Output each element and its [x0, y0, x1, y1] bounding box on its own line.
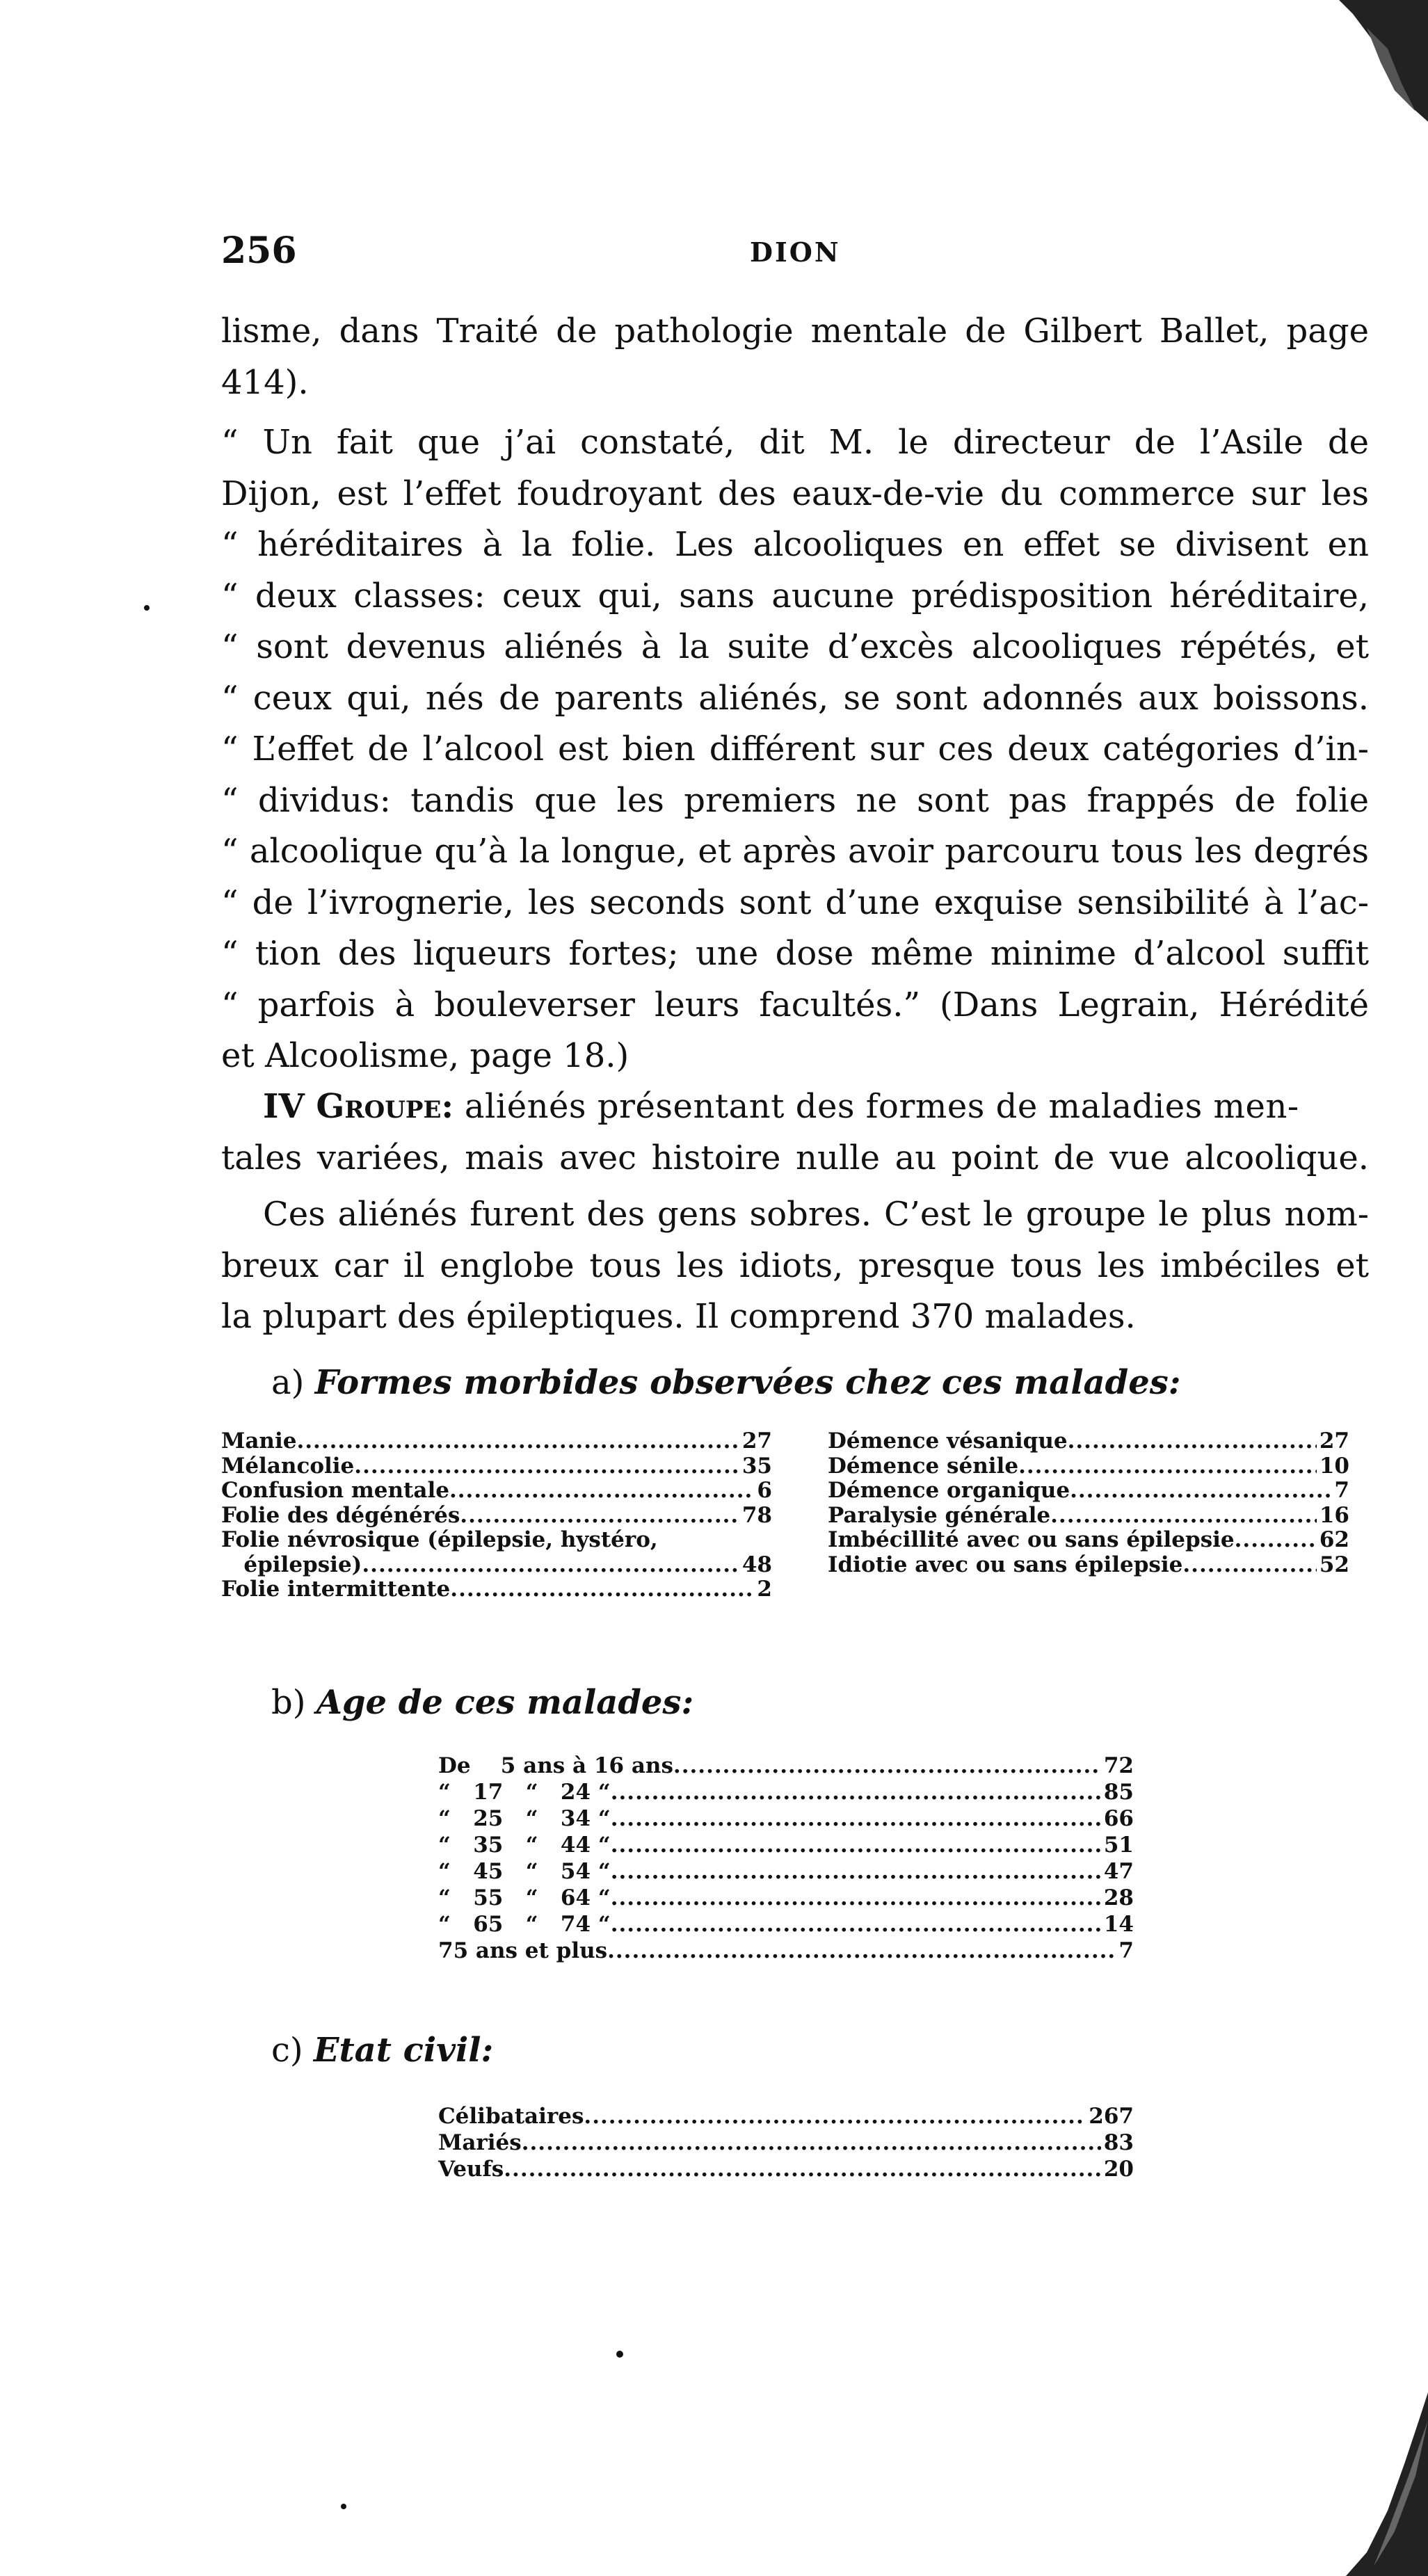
list-item: [221, 1479, 772, 1504]
text-line: la plupart des épileptiques. Il comprend 370 malades.: [221, 1297, 1136, 1336]
group-paragraph: [221, 1081, 1369, 1184]
text-line: “ parfois à bouleverser leurs facultés.” (Dans Legrain, Hérédité: [221, 985, 1369, 1024]
group-label: IV Groupe:: [263, 1087, 454, 1126]
leader-dots: [611, 1779, 1101, 1805]
item-value: 10: [1319, 1453, 1349, 1479]
text-line: Ces aliénés furent des gens sobres. C’est le groupe le plus nom-: [263, 1195, 1369, 1234]
list-item: [828, 1528, 1349, 1553]
item-name: Démence organique: [828, 1478, 1070, 1503]
item-value: 85: [1103, 1780, 1134, 1805]
item-name: “ 35 “ 44 “: [438, 1833, 611, 1858]
text-line: “ Un fait que j’ai constaté, dit M. le directeur de l’Asile de: [221, 423, 1369, 462]
item-value: 28: [1103, 1885, 1134, 1910]
age-list: [438, 1753, 1134, 1964]
item-value: 267: [1089, 2104, 1134, 2129]
leader-dots: [449, 1479, 754, 1504]
list-item: [438, 2103, 1134, 2130]
leader-dots: [611, 1805, 1101, 1832]
item-name: Folie intermittente: [221, 1577, 451, 1602]
scan-edge-artifact: [1346, 2392, 1428, 2576]
forms-list-right: [828, 1429, 1349, 1577]
leader-dots: [460, 1504, 739, 1529]
leader-dots: [611, 1858, 1101, 1885]
description-paragraph: [221, 1189, 1369, 1343]
item-name: Célibataires: [438, 2104, 584, 2129]
item-value: 51: [1103, 1833, 1134, 1858]
section-title: Etat civil:: [313, 2031, 494, 2070]
text-line: “ ceux qui, nés de parents aliénés, se sont adonnés aux boissons.: [221, 678, 1369, 718]
list-item: [438, 1779, 1134, 1805]
text-line: “ héréditaires à la folie. Les alcooliques en effet se divisent en: [221, 525, 1369, 564]
item-name: Mariés: [438, 2130, 522, 2155]
item-name: Confusion mentale: [221, 1478, 449, 1503]
leader-dots: [1018, 1454, 1317, 1479]
item-name: De 5 ans à 16 ans: [438, 1753, 673, 1778]
leader-dots: [522, 2130, 1101, 2156]
scan-speck: [144, 605, 150, 611]
list-item: [221, 1577, 772, 1602]
item-value: 7: [1334, 1478, 1349, 1503]
item-value: 52: [1319, 1552, 1349, 1577]
text-line: [221, 1081, 1369, 1133]
text-line: “ deux classes: ceux qui, sans aucune prédisposition héréditaire,: [221, 576, 1369, 615]
text-line: “ L’effet de l’alcool est bien différent sur ces deux catégories d’in-: [221, 730, 1369, 768]
list-item: [438, 1885, 1134, 1911]
item-value: 66: [1103, 1806, 1134, 1831]
scan-speck: [616, 2351, 623, 2358]
item-name: Démence sénile: [828, 1453, 1019, 1479]
list-item: [438, 1805, 1134, 1832]
leader-dots: [1235, 1528, 1317, 1553]
list-item: [828, 1429, 1349, 1454]
item-name: Imbécillité avec ou sans épilepsie: [828, 1527, 1235, 1552]
list-item: [438, 1753, 1134, 1779]
item-name: “ 45 “ 54 “: [438, 1859, 611, 1884]
item-value: 83: [1103, 2130, 1134, 2155]
section-b-heading: [271, 1683, 693, 1722]
text-line: breux car il englobe tous les idiots, presque tous les imbéciles et: [221, 1246, 1369, 1285]
section-c-heading: [271, 2031, 493, 2070]
item-value: 27: [741, 1428, 772, 1454]
list-item: [438, 1938, 1134, 1964]
section-a-heading: [271, 1363, 1181, 1402]
section-prefix: a): [271, 1363, 305, 1402]
section-prefix: b): [271, 1683, 306, 1722]
leader-dots: [354, 1454, 739, 1479]
list-item: [828, 1479, 1349, 1504]
item-name: “ 17 “ 24 “: [438, 1780, 611, 1805]
leader-dots: [504, 2156, 1101, 2182]
paragraph-continuation: [221, 306, 1369, 408]
list-item: [828, 1504, 1349, 1529]
text-line: “ sont devenus aliénés à la suite d’excès alcooliques répétés, et: [221, 627, 1369, 666]
forms-list-left: [221, 1429, 772, 1602]
text-line: 414).: [221, 362, 309, 402]
text-line-rest: aliénés présentant des formes de maladies men-: [454, 1087, 1299, 1126]
list-item: [221, 1454, 772, 1479]
scan-speck: [341, 2504, 346, 2509]
running-head: DION: [750, 236, 841, 268]
item-value: 14: [1103, 1912, 1134, 1937]
text-line: et Alcoolisme, page 18.): [221, 1036, 629, 1075]
item-name: Idiotie avec ou sans épilepsie: [828, 1552, 1183, 1577]
list-item: [438, 2130, 1134, 2156]
civil-status-list: [438, 2103, 1134, 2182]
item-name: 75 ans et plus: [438, 1938, 608, 1963]
list-item: [438, 1911, 1134, 1938]
item-value: 35: [741, 1453, 772, 1479]
text-line: “ de l’ivrognerie, les seconds sont d’une exquise sensibilité à l’ac-: [221, 883, 1369, 922]
item-value: 20: [1103, 2157, 1134, 2182]
scan-edge-artifact: [1325, 0, 1428, 122]
list-item: [438, 1858, 1134, 1885]
text-line: lisme, dans Traité de pathologie mentale de Gilbert Ballet, page: [221, 312, 1369, 351]
list-item: [221, 1553, 772, 1578]
leader-dots: [1050, 1504, 1317, 1529]
item-value: 78: [741, 1502, 772, 1528]
item-name: “ 65 “ 74 “: [438, 1912, 611, 1937]
item-name: Folie des dégénérés: [221, 1502, 460, 1528]
item-name: Démence vésanique: [828, 1428, 1068, 1454]
item-value: 27: [1319, 1428, 1349, 1454]
text-line: “ alcoolique qu’à la longue, et après avoir parcouru tous les degrés: [221, 832, 1369, 871]
text-line: “ dividus: tandis que les premiers ne sont pas frappés de folie: [221, 780, 1369, 820]
leader-dots: [1182, 1553, 1316, 1578]
leader-dots: [673, 1753, 1101, 1779]
leader-dots: [1070, 1479, 1331, 1504]
item-name: Veufs: [438, 2157, 504, 2182]
leader-dots: [362, 1553, 739, 1578]
section-prefix: c): [271, 2031, 303, 2070]
item-name: Paralysie générale: [828, 1502, 1051, 1528]
list-item: [221, 1528, 772, 1553]
item-name: “ 25 “ 34 “: [438, 1806, 611, 1831]
leader-dots: [296, 1429, 739, 1454]
section-title: Formes morbides observées chez ces malades:: [314, 1363, 1181, 1402]
leader-dots: [584, 2103, 1086, 2130]
item-value: 62: [1319, 1527, 1349, 1552]
item-value: 72: [1103, 1753, 1134, 1778]
text-line: “ tion des liqueurs fortes; une dose même minime d’alcool suffit: [221, 934, 1369, 973]
list-item: [438, 2156, 1134, 2182]
leader-dots: [611, 1911, 1101, 1938]
quotation-paragraph: [221, 417, 1369, 1082]
list-item: [828, 1454, 1349, 1479]
list-item: [221, 1429, 772, 1454]
item-name: Manie: [221, 1428, 297, 1454]
text-line: Dijon, est l’effet foudroyant des eaux-de-vie du commerce sur les: [221, 474, 1369, 513]
leader-dots: [450, 1577, 754, 1602]
text-line: tales variées, mais avec histoire nulle au point de vue alcoolique.: [221, 1138, 1369, 1177]
item-name: “ 55 “ 64 “: [438, 1885, 611, 1910]
item-value: 48: [741, 1552, 772, 1577]
item-value: 6: [757, 1478, 772, 1503]
item-value: 2: [757, 1577, 772, 1602]
list-item: [828, 1553, 1349, 1578]
leader-dots: [611, 1832, 1101, 1858]
leader-dots: [1068, 1429, 1317, 1454]
section-title: Age de ces malades:: [316, 1683, 694, 1722]
item-name: épilepsie): [221, 1552, 362, 1577]
item-value: 7: [1118, 1938, 1134, 1963]
leader-dots: [611, 1885, 1101, 1911]
item-value: 47: [1103, 1859, 1134, 1884]
leader-dots: [607, 1938, 1116, 1964]
list-item: [438, 1832, 1134, 1858]
item-value: 16: [1319, 1502, 1349, 1528]
item-name: Folie névrosique (épilepsie, hystéro,: [221, 1527, 658, 1552]
list-item: [221, 1504, 772, 1529]
page-number: 256: [221, 230, 297, 272]
item-name: Mélancolie: [221, 1453, 355, 1479]
page-header: [221, 230, 1369, 271]
